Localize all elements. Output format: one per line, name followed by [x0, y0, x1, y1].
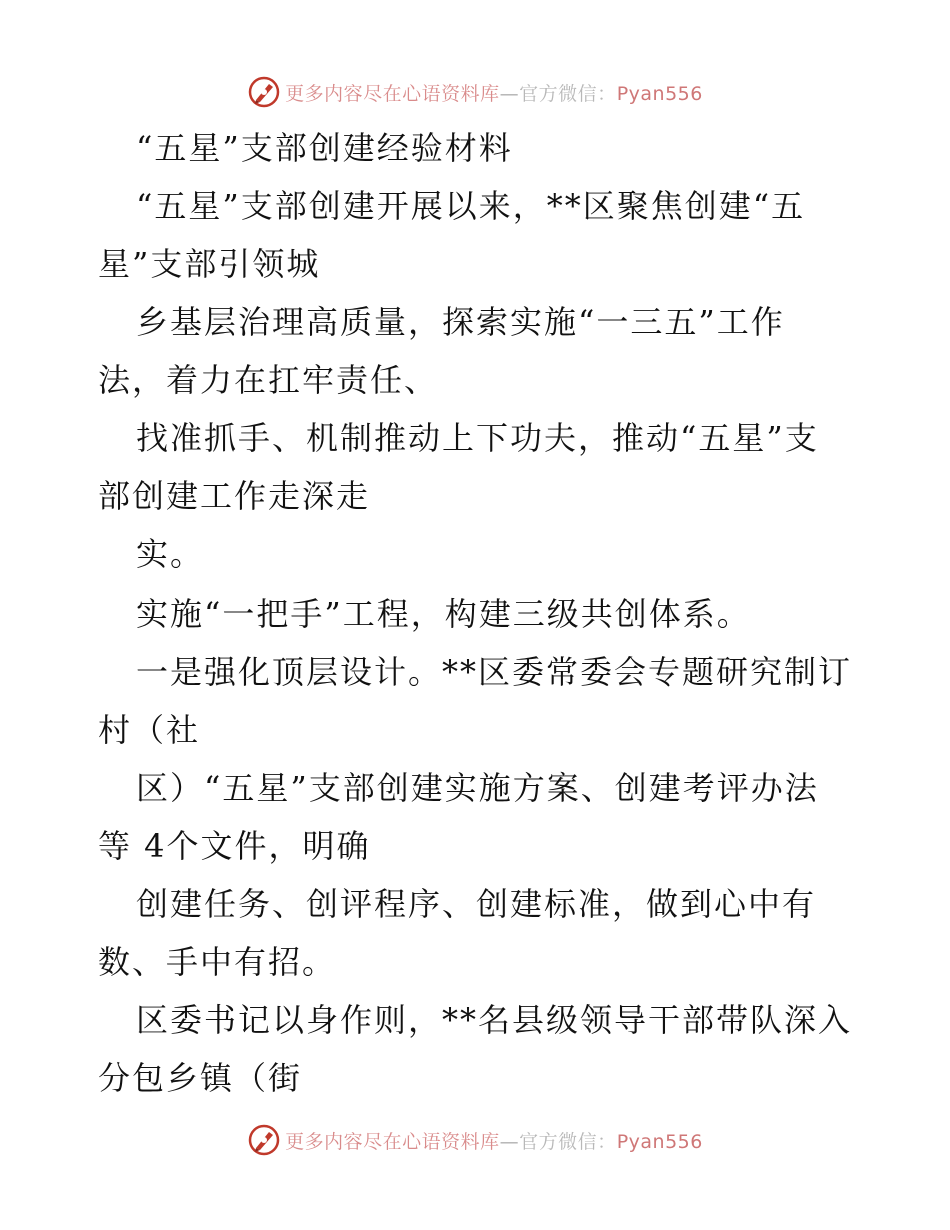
watermark-text	[285, 1127, 703, 1154]
text-line: 创建任务、创评程序、创建标准，做到心中有	[136, 885, 817, 923]
text-line: 星”支部引领城	[98, 245, 321, 283]
text-line: 村（社	[98, 711, 201, 749]
watermark-separator: —	[499, 82, 520, 105]
text-line: 一是强化顶层设计。**区委常委会专题研究制订	[136, 653, 853, 691]
text-line: “五星”支部创建开展以来，**区聚焦创建“五	[136, 187, 806, 225]
text-line: 部创建工作走深走	[98, 477, 371, 515]
watermark-wechat-id: Pyan556	[616, 82, 703, 105]
pen-logo-icon	[247, 1123, 281, 1157]
text-line: 分包乡镇（街	[98, 1059, 303, 1097]
watermark-separator: —	[499, 1130, 520, 1153]
section-heading: 实施“一把手”工程，构建三级共创体系。	[136, 595, 751, 633]
text-line: 实。	[136, 535, 205, 573]
document-title: “五星”支部创建经验材料	[136, 129, 513, 167]
text-line: 区委书记以身作则，**名县级领导干部带队深入	[136, 1001, 853, 1039]
text-line: 找准抓手、机制推动上下功夫，推动“五星”支	[136, 419, 819, 457]
watermark-brand: 更多内容尽在心语资料库	[285, 1130, 500, 1153]
watermark-official-label: 官方微信：	[519, 1130, 617, 1153]
watermark-brand: 更多内容尽在心语资料库	[285, 82, 500, 105]
footer-watermark	[0, 1120, 950, 1160]
text-line: 区）“五星”支部创建实施方案、创建考评办法	[136, 769, 819, 807]
watermark-official-label: 官方微信：	[519, 82, 617, 105]
text-line: 等 4个文件，明确	[98, 827, 371, 865]
watermark-wechat-id: Pyan556	[616, 1130, 703, 1153]
text-line: 数、手中有招。	[98, 943, 337, 981]
text-line: 乡基层治理高质量，探索实施“一三五”工作	[136, 303, 785, 341]
text-line: 法，着力在扛牢责任、	[98, 361, 439, 399]
